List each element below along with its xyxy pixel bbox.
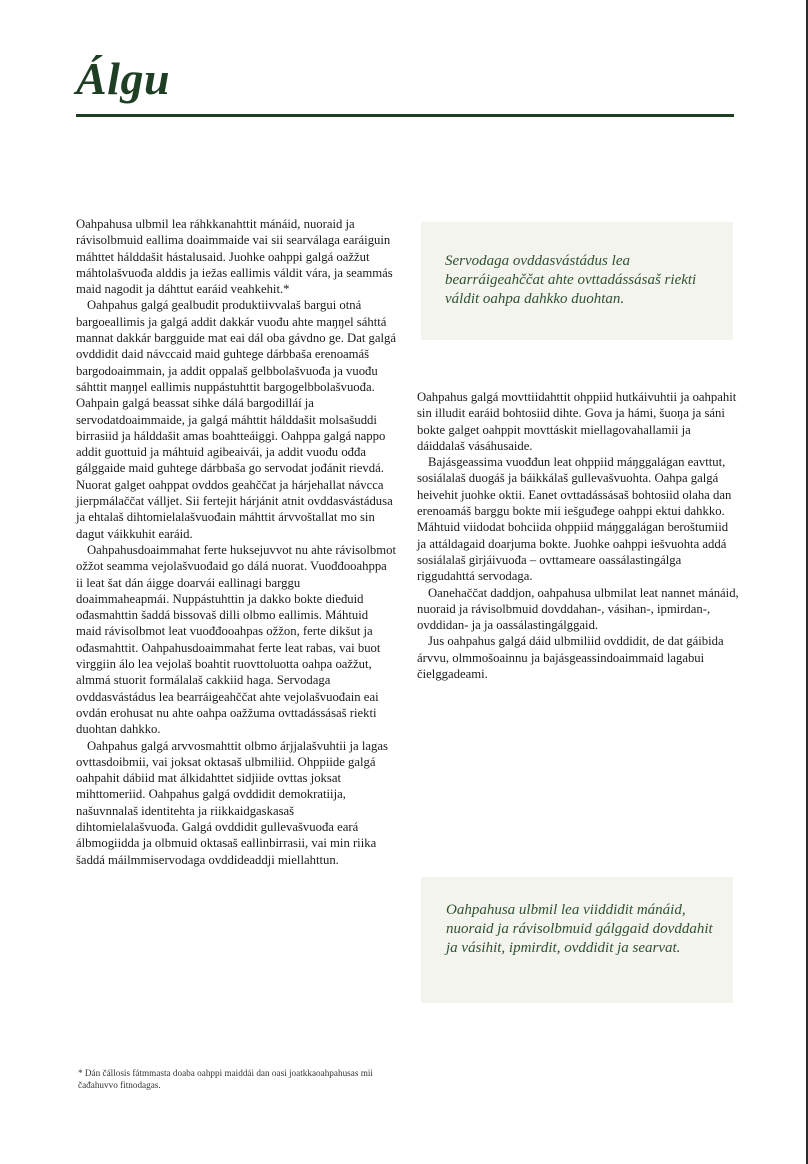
paragraph: Jus oahpahus galgá dáid ulbmiliid ovddidit, de dat gáibida árvvu, olmmošoainnu ja bajásgeassindoaimmaid lagabui čielggadeami.: [417, 634, 724, 682]
paragraph: Oanehaččat daddjon, oahpahusa ulbmilat leat nannet mánáid, nuoraid ja rávisolbmuid dovddahan-, vásihan-, ipmirdan-, ovddidan- ja ja oassálastingálggaid.: [417, 585, 739, 633]
paragraph: Oahpahus galgá arvvosmahttit olbmo árjjalašvuhtii ja lagas ovttasdoibmii, vai joksat oktasaš ulbmiliid. Ohppiide galgá oahpahit dábiid mat álkidahttet sidjiide ovttas joksat mihttomeriid. Oahpahus galgá ovddidit demokratiija, našuvnnalaš identitehta ja riikkaidgaskasaš dihtomielalašvuođa. Galgá ovddidit gullevašvuođa eará álbmogiidda ja olbmuid oktasaš eallinbirrasii, vai min riika šaddá máilmmiservodaga ovddideaddji miellahttun.: [76, 738, 388, 867]
footnote: * Dán čállosis fátmmasta doaba oahppi maiddái dan oasi joatkkaoahpahusas mii čađahuvvo fitnodagas.: [78, 1068, 373, 1090]
left-column: [76, 216, 396, 868]
paragraph: Oahpahusdoaimmahat ferte huksejuvvot nu ahte rávisolbmot ožžot seamma vejolašvuođaid go dálá nuorat. Vuođđooahppa ii leat šat dán áigge doarvái eallinagi barggu doaimmaheapmái. Nuppástuhttin ja dakko bokte dieđuid ođasmahttin šaddá bissovaš dilli olbmo eallimis. Máhtuid maid rávisolbmot leat vuođđooahpas ožžon, ferte dikšut ja ođasmahttit. Oahpahusdoaimmahat ferte leat rabas, vai buot virggiin álo lea vejolaš boahtit ruovttoluotta oahpa oažžut, almmá stuorit formálalaš cakkiid haga. Servodaga ovddasvástádus lea bearráigeahččat ahte vejolašvuođain eai ovdán erohusat nu ahte oahpa oažžuma ovttadássásaš riekti duohtan dahkko.: [76, 542, 397, 737]
pull-quote: Oahpahusa ulbmil lea viiddidit mánáid, nuoraid ja rávisolbmuid gálggaid dovddahit ja vásihit, ipmirdit, ovddidit ja searvat.: [421, 877, 733, 1003]
right-column: [417, 389, 739, 682]
paragraph: Bajásgeassima vuođđun leat ohppiid máŋggalágan eavttut, sosiálalaš duogáš ja báikkálaš gullevašvuohta. Oahpa galgá heivehit juohke oktii. Eanet ovttadássásaš bohtosiid olaha dan erenoamáš barggu bokte mii iešguđege oahppi ektui dahkko. Máhtuid viidodat bohciida ohppiid máŋggalágan beroštumiid ja attáldagaid doarjuma bokte. Juohke oahppi iešvuohta addá sosiálalaš girjáivuođa – ovttameare oassálastingálga riggudahttá servodaga.: [417, 455, 732, 584]
paragraph: Oahpahus galgá movttiidahttit ohppiid hutkáivuhtii ja oahpahit sin illudit earáid bohtosiid dihte. Gova ja hámi, šuoŋa ja sáni bokte galget oahppit movttáskit miellagovahallamii ja dáiddalaš vásáhusaide.: [417, 390, 737, 453]
paragraph: Oahpahusa ulbmil lea ráhkkanahttit mánáid, nuoraid ja rávisolbmuid eallima doaimmaide vai sii searválaga earáiguin máhttet hálddašit hástalusaid. Juohke oahppi galgá oažžut máhtolašvuođa alddis ja iežas eallimis váldit vára, ja seammás maid nagodit ja dáhttut earáid veahkehit.*: [76, 217, 393, 297]
title-rule: [76, 114, 734, 117]
page-title: Álgu: [76, 53, 171, 104]
pull-quote: Servodaga ovddasvástádus lea bearráigeahččat ahte ovttadássásaš riekti váldit oahpa dahkko duohtan.: [421, 222, 733, 340]
paragraph: Oahpahus galgá gealbudit produktiivvalaš bargui otná bargoeallimis ja galgá addit dakkár vuođu ahte maŋŋel sáhttá mannat dakkár bargguide mat eai dál oba gávdno ge. Dat galgá ovddidit daid návccaid maid guhtege dárbbaša erenoamáš bargodoaimmain, ja addit oppalaš gelbbolašvuođa ja vuođu sáhttit maŋŋel eallimis nuppástuhttit bargogelbbolašvuođa. Oahpain galgá beassat sihke dálá bargodilláí ja servodatdoaimmaide, ja galgá máhttit hálddašit molsašuddi birrasiid ja hálddašit amas boahtteáiggi. Oahppa galgá nappo addit guottuid ja máhtuid agibeaivái, ja addit vuođu ođđa gálggaide maid guhtege dárbbaša go servodat jođánit rievdá. Nuorat galget oahppat ovddos geahččat ja hárjehallat návcca jierpmálaččat válljet. Sii fertejit hárjánit atnit ovddasvástádusa ja ehtalaš dihtomielalašvuođain máhttit árvvoštallat mo sin dagut váikkuhit earáid.: [76, 298, 397, 541]
